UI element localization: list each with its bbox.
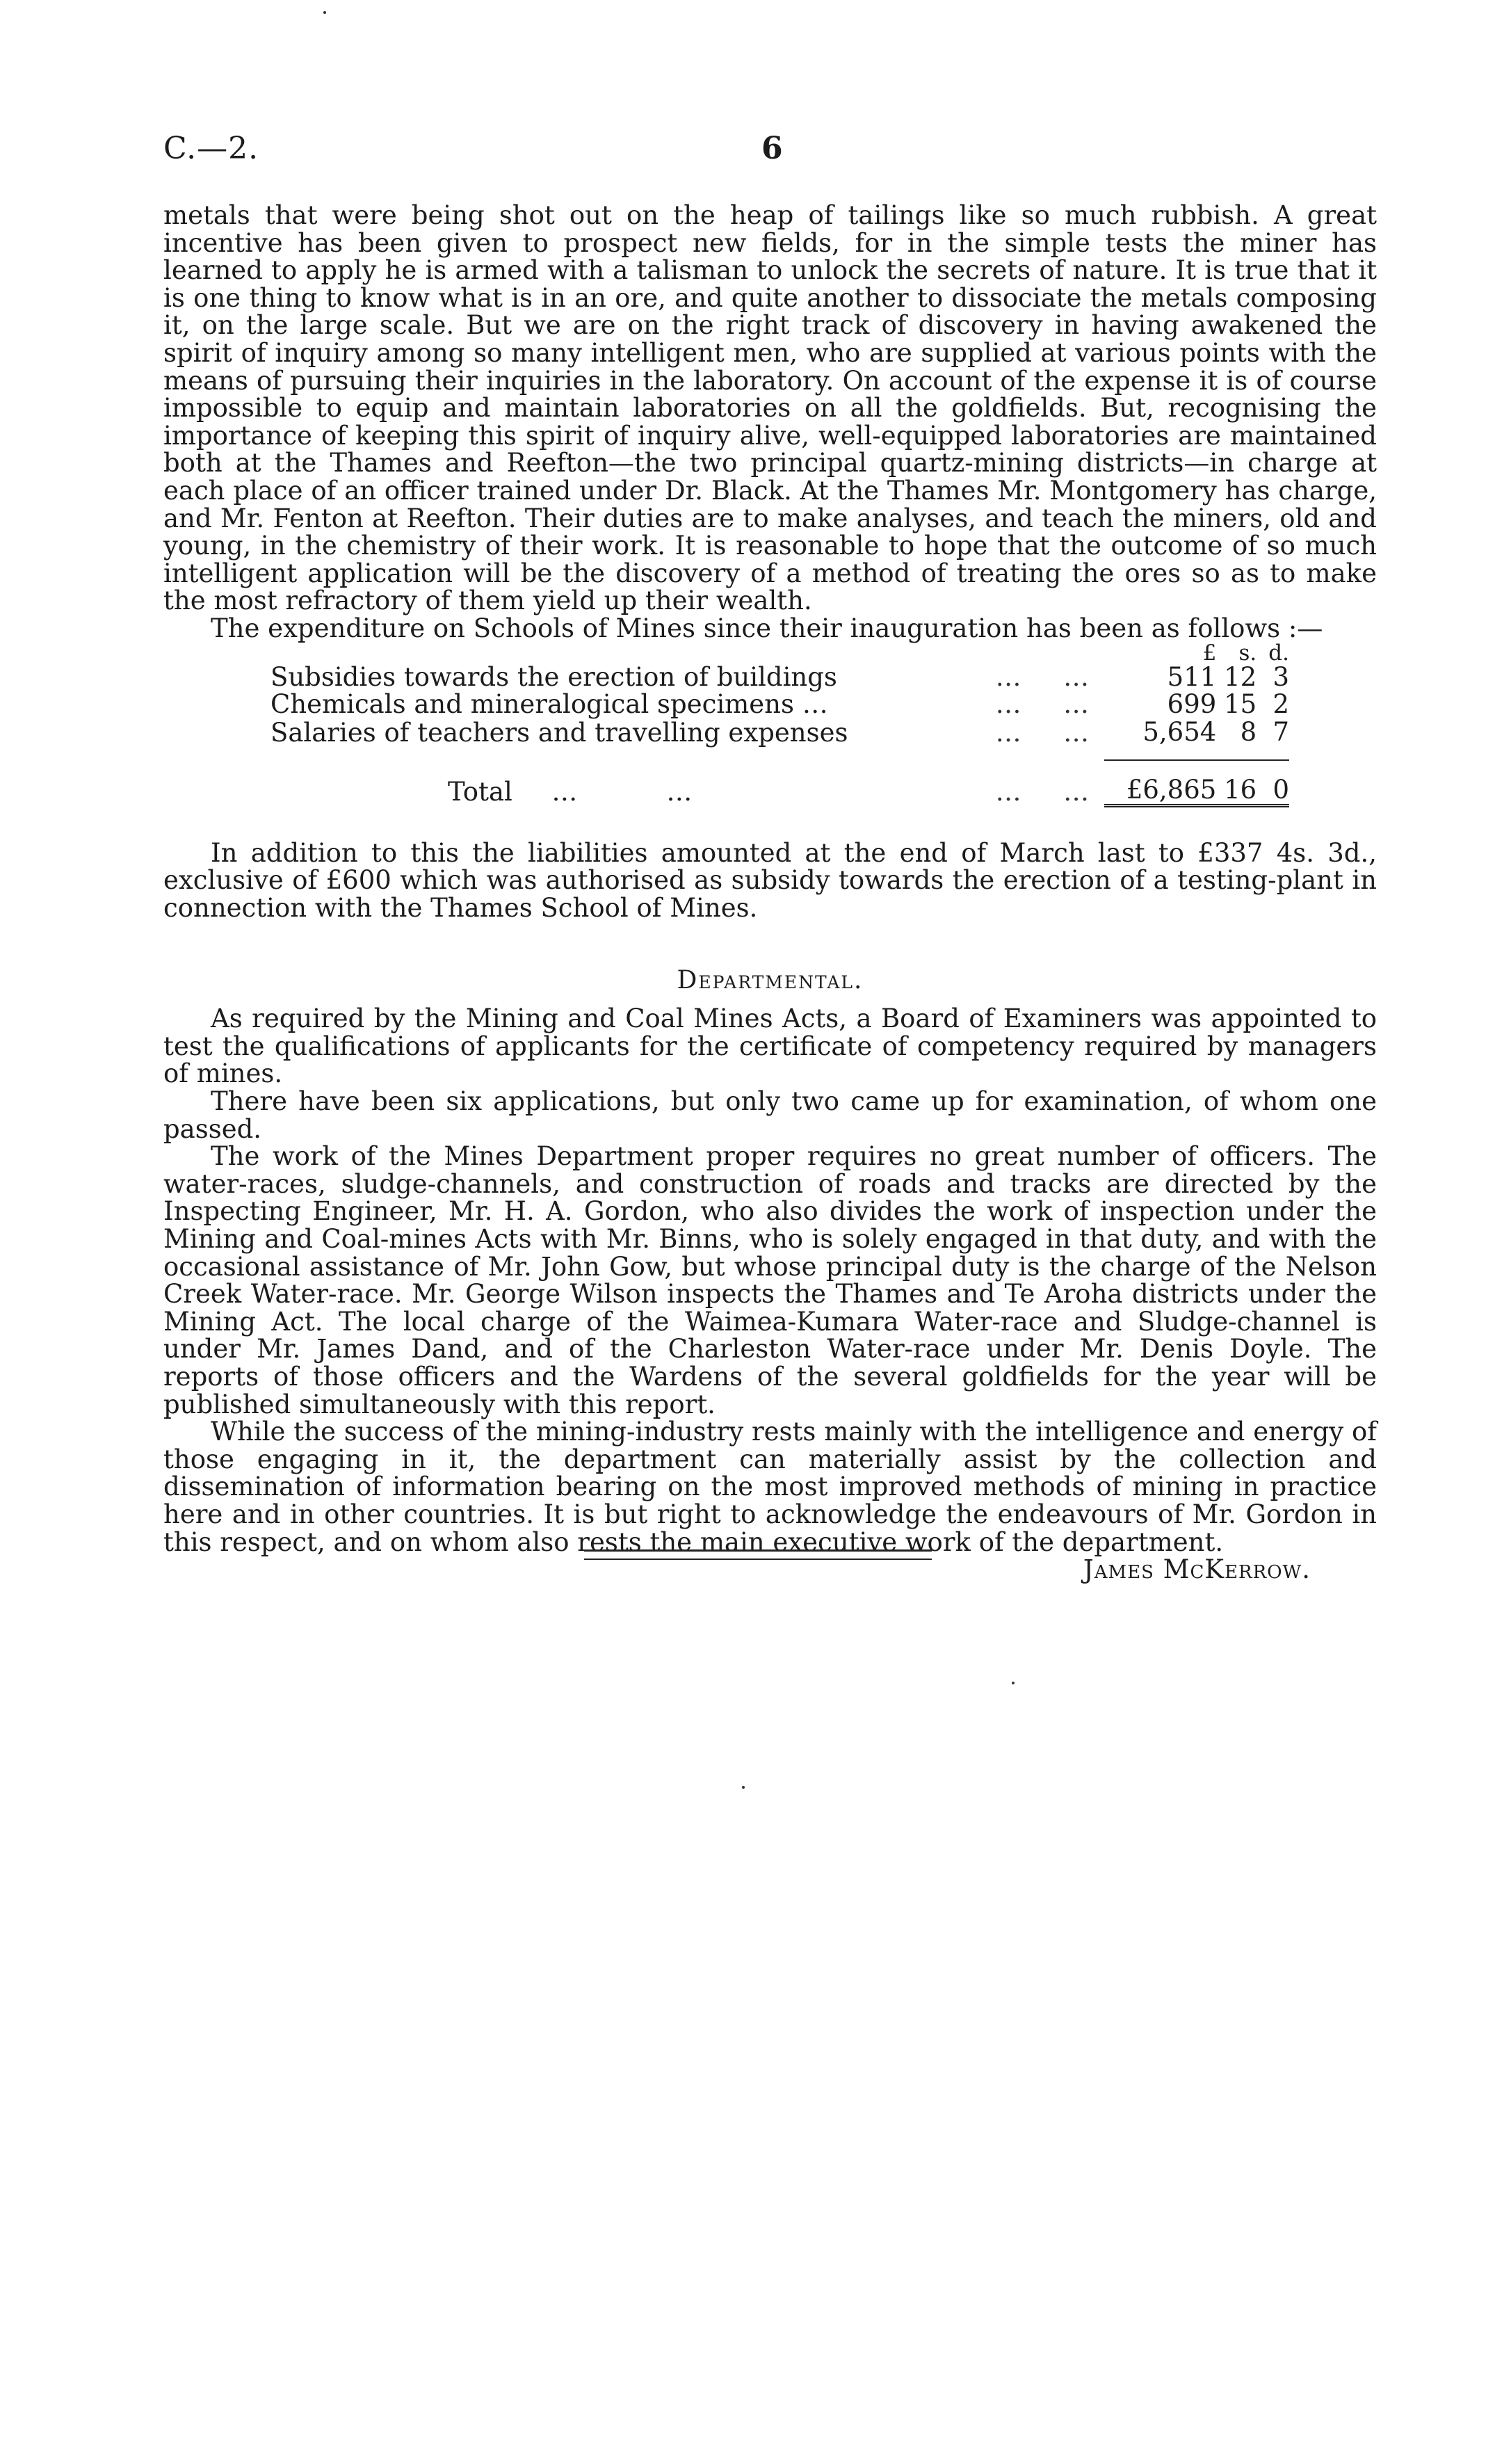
expenditure-shillings: 15 [1224,689,1257,720]
document-reference: C.—2. [163,131,259,166]
expenditure-pounds: 5,654 [1142,716,1217,747]
shillings-header: s. [1238,640,1257,666]
expenditure-label: Salaries of teachers and travelling expenses [270,717,848,748]
expenditure-label: Chemicals and mineralogical specimens [270,689,794,720]
paragraph-liabilities: In addition to this the liabilities amounted at the end of March last to £337 4s. 3d., exclusive of £600 which was authorised as subsidy towards the erection of a testing-plant in connection with the Thames School of Mines. [163,837,1377,924]
signature: James McKerrow. [1083,1554,1311,1585]
expenditure-pounds: 511 [1167,661,1217,692]
total-label: Total [448,776,512,807]
paragraph-closing [163,1417,1377,1585]
total-pence: 0 [1256,760,1289,805]
section-heading-departmental: Departmental. [677,965,864,995]
pounds-header: £ [1202,640,1217,666]
expenditure-total-row: Total … … … … £6,865 16 0 [270,760,1289,805]
print-speck [1012,1682,1015,1684]
total-pounds: £6,865 [1104,760,1216,805]
expenditure-pence: 2 [1272,689,1289,720]
print-speck [742,1786,745,1789]
expenditure-pence: 7 [1272,716,1289,747]
paragraph-expenditure-intro: The expenditure on Schools of Mines since their inauguration has been as follows :— [211,613,1323,643]
expenditure-table [270,640,1289,807]
end-rule-divider [584,1549,932,1560]
paragraph-schools-of-mines: metals that were being shot out on the heap of tailings like so much rubbish. A great incentive has been given to prospect new fields, for in the simple tests the miner has learned to apply he is armed with a talisman to unlock the secrets of nature. It is true that it is one thing to know what is in an ore, and quite another to dissociate the metals composing it, on the large scale. But we are on the right track of discovery in having awakened the spirit of inquiry among so many intelligent men, who are supplied at various points with the means of pursuing their inquiries in the laboratory. On account of the expense it is of course impossible to equip and maintain laboratories on all the goldfields. But, recognising the importance of keeping this spirit of inquiry alive, well-equipped laboratories are maintained both at the Thames and Reefton—the two principal quartz-mining districts—in charge at each place of an officer trained under Dr. Black. At the Thames Mr. Montgomery has charge, and Mr. Fenton at Reefton. Their duties are to make analyses, and teach the miners, old and young, in the chemistry of their work. It is reasonable to hope that the outcome of so much intelligent application will be the discovery of a method of treating the ores so as to make the most refractory of them yield up their wealth. [163,200,1377,616]
expenditure-row: Subsidies towards the erection of buildings … … 511 12 3 [270,661,1289,692]
expenditure-row: Chemicals and mineralogical specimens … … … 699 15 2 [270,689,1289,720]
paragraph-mines-department: The work of the Mines Department proper requires no great number of officers. The water-races, sludge-channels, and construction of roads and tracks are directed by the Inspecting Engineer, Mr. H. A. Gordon, who also divides the work of inspection under the Mining and Coal-mines Acts with Mr. Binns, who is solely engaged in that duty, and with the occasional assistance of Mr. John Gow, but whose principal duty is the charge of the Nelson Creek Water-race. Mr. George Wilson inspects the Thames and Te Aroha districts under the Mining Act. The local charge of the Waimea-Kumara Water-race and Sludge-channel is under Mr. James Dand, and of the Charleston Water-race under Mr. Denis Doyle. The reports of those officers and the Wardens of the several goldfields for the year will be published simultaneously with this report. [163,1141,1377,1419]
expenditure-pence: 3 [1272,661,1289,692]
total-shillings: 16 [1216,760,1256,805]
expenditure-label: Subsidies towards the erection of buildings [270,661,837,692]
body-text [163,202,1377,1584]
paragraph-applications: There have been six applications, but only two came up for examination, of whom one passed. [163,1086,1377,1144]
expenditure-shillings: 8 [1240,716,1257,747]
expenditure-pounds: 699 [1167,689,1217,720]
running-header [163,131,1377,172]
pence-header: d. [1268,640,1289,666]
page-number: 6 [761,131,783,166]
currency-header-row [270,643,1289,663]
closing-text: While the success of the mining-industry rests mainly with the intelligence and energy of those engaging in it, the department can materially assist by the collection and dissemination of information bearing on the most improved methods of mining in practice here and in other countries. It is but right to acknowledge the endeavours of Mr. Gordon in this respect, and on whom also rests the main executive work of the department. [163,1417,1377,1557]
expenditure-shillings: 12 [1224,661,1257,692]
paragraph-board-of-examiners: As required by the Mining and Coal Mines Acts, a Board of Examiners was appointed to test the qualifications of applicants for the certificate of competency required by managers of mines. [163,1004,1377,1089]
print-speck [323,11,326,14]
expenditure-row: Salaries of teachers and travelling expenses … … 5,654 8 7 [270,718,1289,761]
